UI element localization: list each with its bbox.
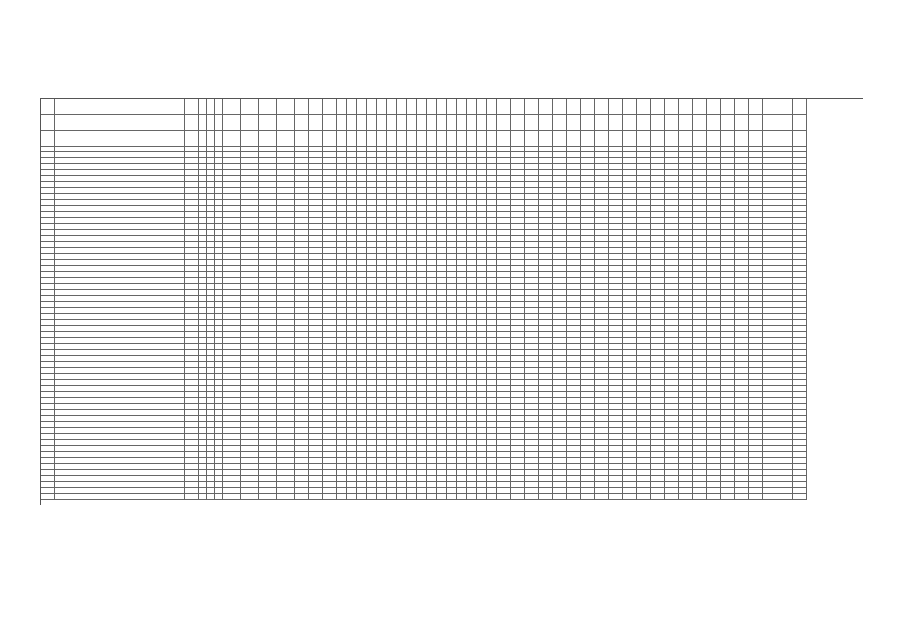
header-cell	[55, 131, 185, 147]
header-cell	[41, 115, 55, 131]
header-cell	[215, 99, 223, 115]
header-cell	[467, 99, 477, 115]
header-cell	[309, 131, 323, 147]
header-cell	[693, 131, 707, 147]
table-cell	[651, 494, 665, 500]
header-cell	[763, 131, 793, 147]
header-cell	[525, 115, 539, 131]
table-cell	[215, 494, 223, 500]
header-cell	[467, 131, 477, 147]
header-cell	[707, 99, 721, 115]
header-cell	[377, 99, 387, 115]
header-cell	[323, 115, 337, 131]
header-cell	[693, 115, 707, 131]
header-cell	[609, 99, 623, 115]
header-cell	[749, 131, 763, 147]
header-cell	[637, 115, 651, 131]
header-cell	[427, 115, 437, 131]
header-cell	[347, 115, 357, 131]
header-cell	[457, 131, 467, 147]
header-cell	[637, 131, 651, 147]
header-cell	[553, 99, 567, 115]
table-cell	[477, 494, 487, 500]
header-cell	[417, 131, 427, 147]
header-cell	[241, 131, 259, 147]
table-cell	[793, 494, 807, 500]
header-cell	[567, 99, 581, 115]
header-cell	[357, 115, 367, 131]
header-cell	[323, 99, 337, 115]
header-cell	[477, 131, 487, 147]
header-cell	[763, 115, 793, 131]
header-cell	[427, 99, 437, 115]
header-cell	[609, 131, 623, 147]
header-cell	[735, 99, 749, 115]
header-cell	[497, 99, 511, 115]
table-cell	[763, 494, 793, 500]
table-cell	[497, 494, 511, 500]
header-cell	[41, 99, 55, 115]
header-cell	[487, 131, 497, 147]
header-cell	[467, 115, 477, 131]
header-cell	[651, 131, 665, 147]
header-cell	[259, 115, 277, 131]
header-cell	[259, 131, 277, 147]
header-cell	[437, 115, 447, 131]
table-cell	[511, 494, 525, 500]
header-cell	[295, 115, 309, 131]
table-cell	[185, 494, 199, 500]
table-cell	[567, 494, 581, 500]
header-cell	[447, 99, 457, 115]
header-cell	[609, 115, 623, 131]
header-cell	[377, 131, 387, 147]
table-cell	[323, 494, 337, 500]
header-cell	[539, 131, 553, 147]
header-cell	[749, 99, 763, 115]
header-cell	[337, 115, 347, 131]
table-cell	[457, 494, 467, 500]
header-cell	[497, 115, 511, 131]
header-cell	[525, 131, 539, 147]
table-cell	[721, 494, 735, 500]
header-cell	[199, 99, 207, 115]
header-cell	[207, 115, 215, 131]
header-cell	[581, 115, 595, 131]
row-name-cell	[55, 494, 185, 500]
table-cell	[367, 494, 377, 500]
header-cell	[665, 99, 679, 115]
table-cell	[693, 494, 707, 500]
header-cell	[553, 115, 567, 131]
header-cell	[457, 115, 467, 131]
table-cell	[417, 494, 427, 500]
header-cell	[539, 99, 553, 115]
table-cell	[749, 494, 763, 500]
table-cell	[447, 494, 457, 500]
header-cell	[735, 131, 749, 147]
table-cell	[337, 494, 347, 500]
header-cell	[447, 131, 457, 147]
table-cell	[199, 494, 207, 500]
table-cell	[595, 494, 609, 500]
header-cell	[407, 99, 417, 115]
header-cell	[793, 99, 807, 115]
header-cell	[567, 131, 581, 147]
header-cell	[223, 99, 241, 115]
header-cell	[377, 115, 387, 131]
header-cell	[721, 131, 735, 147]
header-cell	[387, 115, 397, 131]
table-cell	[407, 494, 417, 500]
header-cell	[707, 115, 721, 131]
header-cell	[347, 131, 357, 147]
header-cell	[207, 99, 215, 115]
header-cell	[427, 131, 437, 147]
header-cell	[277, 131, 295, 147]
table-cell	[609, 494, 623, 500]
header-cell	[295, 131, 309, 147]
header-cell	[707, 131, 721, 147]
header-cell	[185, 115, 199, 131]
header-cell	[665, 131, 679, 147]
header-cell	[241, 99, 259, 115]
header-cell	[511, 99, 525, 115]
header-cell	[207, 131, 215, 147]
header-cell	[337, 131, 347, 147]
header-cell	[477, 99, 487, 115]
header-cell	[223, 131, 241, 147]
header-cell	[511, 115, 525, 131]
header-cell	[623, 115, 637, 131]
table-cell	[397, 494, 407, 500]
header-cell	[407, 115, 417, 131]
header-cell	[437, 131, 447, 147]
header-cell	[487, 115, 497, 131]
header-cell	[41, 131, 55, 147]
header-cell	[323, 131, 337, 147]
table-cell	[581, 494, 595, 500]
table-cell	[637, 494, 651, 500]
header-cell	[199, 115, 207, 131]
header-cell	[457, 99, 467, 115]
header-cell	[553, 131, 567, 147]
table-cell	[553, 494, 567, 500]
header-cell	[735, 115, 749, 131]
header-cell	[367, 115, 377, 131]
header-cell	[793, 131, 807, 147]
header-cell	[525, 99, 539, 115]
header-cell	[215, 115, 223, 131]
header-cell	[55, 99, 185, 115]
header-cell	[651, 115, 665, 131]
header-cell	[397, 131, 407, 147]
header-cell	[259, 99, 277, 115]
table-cell	[207, 494, 215, 500]
header-cell	[337, 99, 347, 115]
table-cell	[377, 494, 387, 500]
header-cell	[679, 99, 693, 115]
table-cell	[427, 494, 437, 500]
table-cell	[707, 494, 721, 500]
header-cell	[665, 115, 679, 131]
table-cell	[665, 494, 679, 500]
header-cell	[749, 115, 763, 131]
header-cell	[417, 115, 427, 131]
table-cell	[623, 494, 637, 500]
header-cell	[793, 115, 807, 131]
header-cell	[763, 99, 793, 115]
header-cell	[407, 131, 417, 147]
header-cell	[223, 115, 241, 131]
header-cell	[295, 99, 309, 115]
header-cell	[497, 131, 511, 147]
header-cell	[539, 115, 553, 131]
header-cell	[511, 131, 525, 147]
header-cell	[693, 99, 707, 115]
header-cell	[447, 115, 457, 131]
header-cell	[595, 131, 609, 147]
header-cell	[567, 115, 581, 131]
header-cell	[595, 99, 609, 115]
table-cell	[487, 494, 497, 500]
header-cell	[397, 99, 407, 115]
header-cell	[309, 115, 323, 131]
header-cell	[185, 99, 199, 115]
header-cell	[387, 99, 397, 115]
header-cell	[357, 131, 367, 147]
header-cell	[679, 131, 693, 147]
table-cell	[241, 494, 259, 500]
table-cell	[679, 494, 693, 500]
table-cell	[309, 494, 323, 500]
header-cell	[623, 131, 637, 147]
table-cell	[41, 494, 55, 500]
header-cell	[581, 131, 595, 147]
investment-table	[40, 98, 863, 505]
table-cell	[525, 494, 539, 500]
table-cell	[223, 494, 241, 500]
table-cell	[467, 494, 477, 500]
header-cell	[55, 115, 185, 131]
table-cell	[437, 494, 447, 500]
header-cell	[487, 99, 497, 115]
header-cell	[241, 115, 259, 131]
header-cell	[277, 99, 295, 115]
table-cell	[387, 494, 397, 500]
header-cell	[623, 99, 637, 115]
table-cell	[347, 494, 357, 500]
table-cell	[295, 494, 309, 500]
header-cell	[347, 99, 357, 115]
header-cell	[367, 131, 377, 147]
header-cell	[387, 131, 397, 147]
header-cell	[357, 99, 367, 115]
header-cell	[477, 115, 487, 131]
header-cell	[595, 115, 609, 131]
header-cell	[679, 115, 693, 131]
header-cell	[721, 99, 735, 115]
header-cell	[581, 99, 595, 115]
header-cell	[199, 131, 207, 147]
table-cell	[259, 494, 277, 500]
header-cell	[417, 99, 427, 115]
table-cell	[357, 494, 367, 500]
header-cell	[367, 99, 377, 115]
header-cell	[309, 99, 323, 115]
table-cell	[735, 494, 749, 500]
header-cell	[437, 99, 447, 115]
table-cell	[539, 494, 553, 500]
header-cell	[721, 115, 735, 131]
header-cell	[637, 99, 651, 115]
header-cell	[185, 131, 199, 147]
header-cell	[397, 115, 407, 131]
header-cell	[651, 99, 665, 115]
table-cell	[277, 494, 295, 500]
header-cell	[277, 115, 295, 131]
header-cell	[215, 131, 223, 147]
